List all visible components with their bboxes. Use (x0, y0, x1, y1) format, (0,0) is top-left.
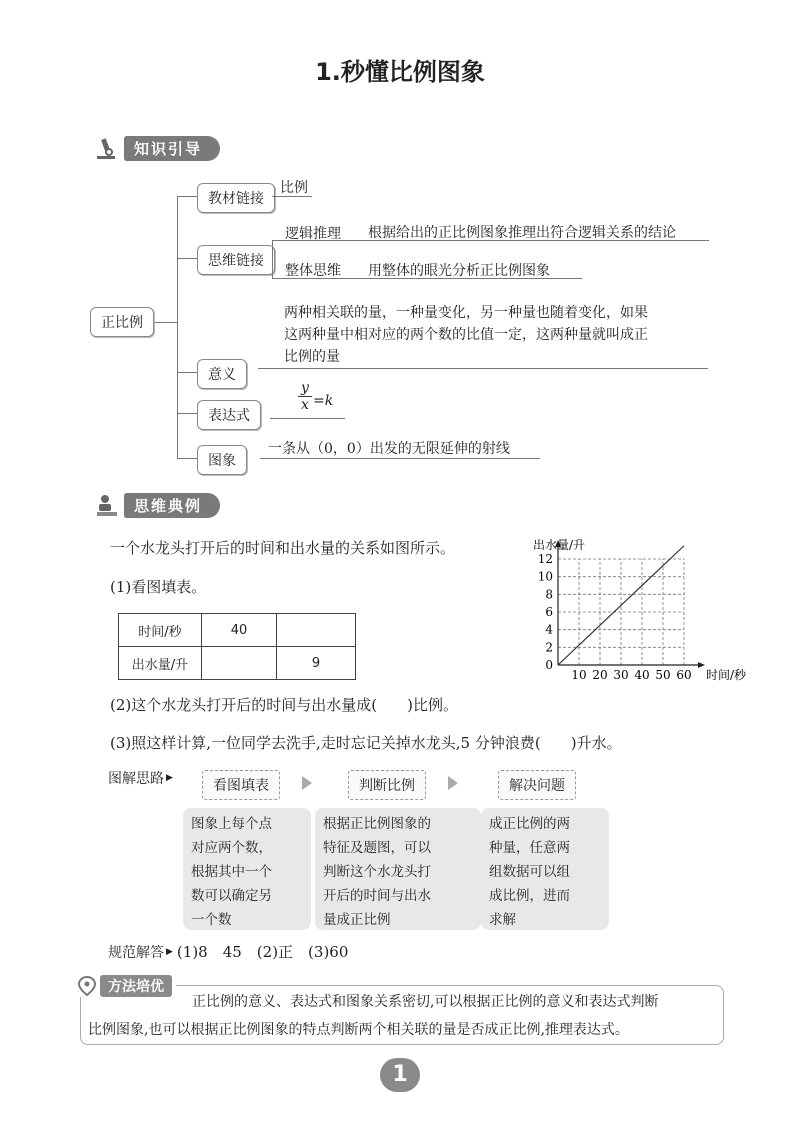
branch-line (258, 368, 708, 369)
location-pin-icon (76, 975, 98, 997)
y-tick-label: 6 (545, 605, 553, 619)
step-chip: 判断比例 (348, 770, 426, 800)
x-tick-label: 60 (676, 668, 692, 682)
branch-line (270, 418, 345, 419)
method-label: 方法培优 (100, 975, 172, 997)
root-node: 正比例 (90, 307, 154, 337)
trunk-line (177, 196, 178, 458)
person-book-icon (94, 492, 120, 518)
answer-text: (1)8 45 (2)正 (3)60 (176, 943, 349, 961)
y-axis-label: 出水量/升 (533, 538, 586, 552)
y-tick-label: 2 (545, 640, 553, 655)
section-banner-examples (94, 492, 220, 518)
arrow-right-icon (302, 776, 312, 790)
card-line: 判断这个水龙头打 (323, 864, 431, 880)
arrow-right-icon (448, 776, 458, 790)
triangle-right-icon: ▶ (166, 773, 173, 783)
x-axis-label: 时间/秒 (706, 668, 747, 682)
question-3: (3)照这样计算,一位同学去洗手,走时忘记关掉水龙头,5 分钟浪费( )升水。 (110, 734, 622, 752)
x-tick-label: 30 (613, 668, 629, 682)
expression-node: 表达式 (197, 400, 261, 430)
root-connector (155, 322, 177, 323)
table-cell: 9 (277, 647, 356, 680)
graph-desc: 一条从（0，0）出发的无限延伸的射线 (268, 441, 510, 457)
card-line: 开后的时间与出水 (323, 888, 431, 904)
holistic-thinking-label: 整体思维 (285, 263, 341, 279)
method-line-2: 比例图象,也可以根据正比例图象的特点判断两个相关联的量是否成正比例,推理表达式。 (88, 1022, 629, 1038)
method-line-1: 正比例的意义、表达式和图象关系密切,可以根据正比例的意义和表达式判断 (192, 994, 659, 1010)
textbook-link-value: 比例 (280, 180, 308, 196)
branch-line (177, 458, 197, 459)
line-chart (525, 535, 747, 685)
y-tick-label: 10 (537, 569, 553, 584)
expression-rest: =k (313, 393, 334, 409)
textbook-link-node: 教材链接 (197, 183, 275, 213)
card-line: 根据正比例图象的 (323, 816, 431, 832)
y-tick-label: 12 (537, 552, 553, 566)
fill-table (118, 613, 356, 680)
y-tick-label: 8 (545, 587, 553, 602)
meaning-line: 这两种量中相对应的两个数的比值一定，这两种量就叫成正 (284, 327, 648, 343)
card-line: 一个数 (191, 912, 232, 928)
card-line: 成比例，进而 (489, 888, 570, 904)
microscope-icon (94, 135, 120, 161)
solution-path-label (108, 768, 173, 788)
x-tick-label: 20 (592, 668, 608, 682)
section-label: 思维典例 (124, 493, 220, 518)
card-line: 对应两个数， (191, 840, 272, 856)
logic-reasoning-desc: 根据给出的正比例图象推理出符合逻辑关系的结论 (368, 225, 676, 241)
card-line: 根据其中一个 (191, 864, 272, 880)
triangle-right-icon: ▶ (166, 946, 173, 957)
branch-line (272, 240, 273, 278)
card-line: 组数据可以组 (489, 864, 570, 880)
section-banner-knowledge (94, 135, 220, 161)
card-line: 数可以确定另 (191, 888, 272, 904)
fraction-numerator: y (301, 380, 309, 396)
card-line: 种量，任意两 (489, 840, 570, 856)
reasoning-card (481, 808, 609, 930)
answer-row (108, 941, 348, 962)
question-2: (2)这个水龙头打开后的时间与出水量成( )比例。 (110, 696, 458, 714)
card-line: 图象上每个点 (191, 816, 272, 832)
x-tick-label: 50 (655, 668, 671, 682)
y-tick-label: 4 (545, 622, 553, 637)
logic-reasoning-label: 逻辑推理 (285, 226, 341, 242)
page-title: 1.秒懂比例图象 (315, 58, 485, 86)
thinking-link-node: 思维链接 (197, 245, 275, 275)
expression-fraction (298, 380, 312, 413)
table-cell: 出水量/升 (119, 647, 202, 680)
reasoning-card (183, 808, 311, 930)
card-line: 量成正比例 (323, 912, 391, 928)
step-chip: 解决问题 (498, 770, 576, 800)
meaning-line: 两种相关联的量，一种量变化，另一种量也随着变化，如果 (284, 305, 648, 321)
meaning-node: 意义 (197, 359, 247, 389)
y-tick-label: 0 (545, 658, 553, 672)
table-cell: 40 (202, 614, 277, 647)
reasoning-card (315, 808, 481, 930)
question-1: (1)看图填表。 (110, 578, 207, 596)
problem-intro: 一个水龙头打开后的时间和出水量的关系如图所示。 (110, 539, 456, 557)
branch-line (177, 372, 197, 373)
branch-line (260, 458, 540, 459)
branch-line (177, 258, 197, 259)
section-label: 知识引导 (124, 136, 220, 161)
method-header (76, 975, 176, 997)
holistic-thinking-desc: 用整体的眼光分析正比例图象 (368, 263, 550, 279)
answer-label: 规范解答 (108, 944, 164, 961)
step-chip: 看图填表 (202, 770, 280, 800)
card-line: 特征及题图，可以 (323, 840, 431, 856)
graph-node: 图象 (197, 445, 247, 475)
x-axis-arrow (698, 662, 705, 668)
table-cell-blank[interactable] (202, 647, 277, 680)
card-line: 成正比例的两 (489, 816, 570, 832)
x-tick-label: 10 (571, 668, 587, 682)
card-line: 求解 (489, 912, 516, 928)
x-tick-label: 40 (634, 668, 650, 682)
fraction-denominator: x (298, 396, 312, 413)
solution-path-text: 图解思路 (108, 771, 164, 787)
meaning-line: 比例的量 (284, 349, 340, 365)
table-cell-blank[interactable] (277, 614, 356, 647)
branch-line (177, 413, 197, 414)
meaning-text (284, 302, 648, 368)
table-cell: 时间/秒 (119, 614, 202, 647)
branch-line (177, 196, 197, 197)
page-number: 1 (380, 1058, 420, 1092)
